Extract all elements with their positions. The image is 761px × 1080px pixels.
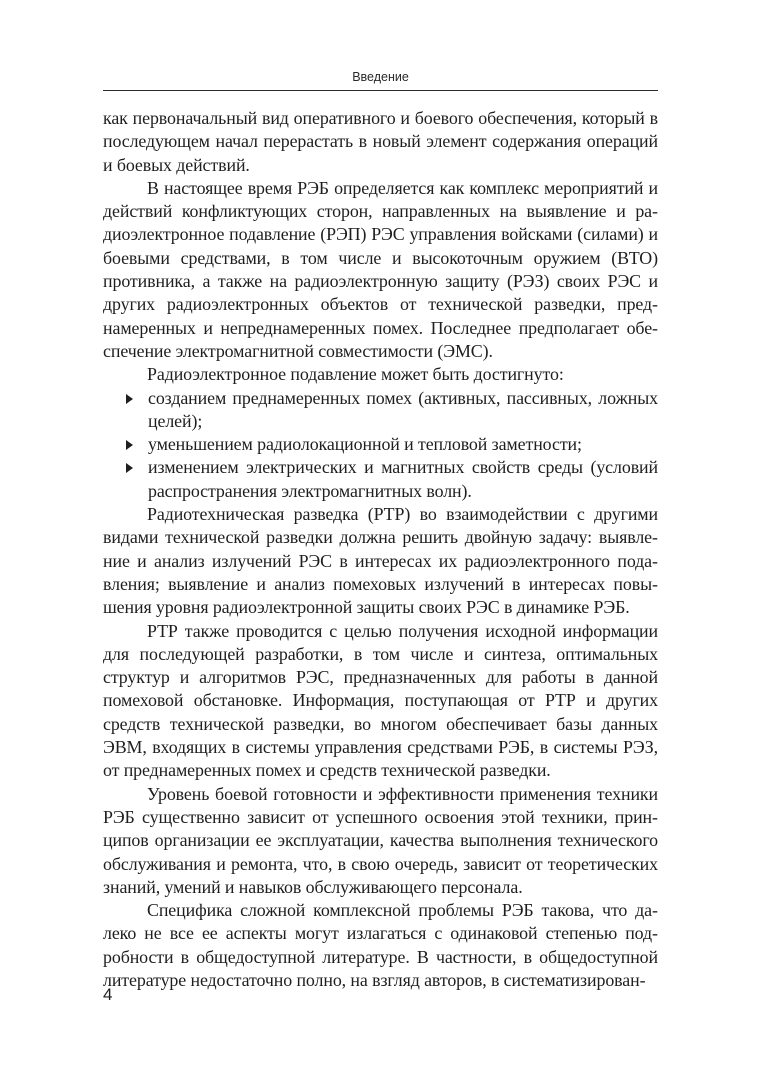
list-item-text: изменением электрических и магнитных свойств среды (условий распространения электромагнитных волн).: [148, 457, 658, 501]
paragraph-rtr-task: Радиотехническая разведка (РТР) во взаимодействии с другими видами технической разведки должна решить двойную задачу: выявление и анализ излучений РЭС в интересах их радиоэлектронного подавления; выявление и анализ помеховых излучений в интересах повышения уровня радиоэлектронной защиты своих РЭС в динамике РЭБ.: [103, 504, 658, 618]
list-item-text: созданием преднамеренных помех (активных, пассивных, ложных целей);: [148, 387, 658, 431]
paragraph-reb-definition: В настоящее время РЭБ определяется как комплекс мероприятий и действий конфликтующих сторон, направленных на выявление и радиоэлектронное подавление (РЭП) РЭС управления войсками (силами) и боевыми средствами, в том числе и высокоточным оружием (ВТО) противника, а также на радиоэлектронную защиту (РЭЗ) своих РЭС и других радиоэлектронных объектов от технической разведки, преднамеренных и непреднамеренных помех. Последнее предполагает обеспечение электромагнитной совместимости (ЭМС).: [103, 177, 658, 361]
page-number: 4: [103, 985, 113, 1004]
paragraph-readiness: Уровень боевой готовности и эффективности применения техники РЭБ существенно зависит от успешного освоения этой техники, принципов организации ее эксплуатации, качества выполнения технического обслуживания и ремонта, что, в свою очередь, зависит от теоретических знаний, умений и навыков обслуживающего персонала.: [103, 783, 658, 897]
list-item: [124, 433, 658, 456]
paragraph-suppression-intro: Радиоэлектронное подавление может быть достигнуто:: [147, 364, 564, 385]
list-item: [124, 387, 658, 434]
list-item-text: уменьшением радиолокационной и тепловой заметности;: [148, 434, 582, 455]
triangle-bullet-icon: [126, 463, 133, 473]
paragraph-continuation: как первоначальный вид оперативного и боевого обеспечения, который в последующем начал перерастать в новый элемент содержания операций и боевых действий.: [103, 108, 658, 175]
triangle-bullet-icon: [126, 440, 133, 450]
list-item: [124, 456, 658, 503]
triangle-bullet-icon: [126, 394, 133, 404]
bullet-list: [103, 387, 658, 503]
paragraph-rtr-purpose: РТР также проводится с целью получения исходной информации для последующей разработки, в том числе и синтеза, оптимальных структур и алгоритмов РЭС, предназначенных для работы в данной помеховой обстановке. Информация, поступающая от РТР и других средств технической разведки, во многом обеспечивает базы данных ЭВМ, входящих в системы управления средствами РЭБ, в системы РЭЗ, от преднамеренных помех и средств технической разведки.: [103, 620, 658, 781]
running-header: [103, 68, 658, 91]
running-header-title: Введение: [352, 70, 409, 84]
paragraph-specifics: Специфика сложной комплексной проблемы РЭБ такова, что далеко не все ее аспекты могут излагаться с одинаковой степенью подробности в общедоступной литературе. В частности, в общедоступной литературе недостаточно полно, на взгляд авторов, в систематизирован-: [103, 900, 658, 990]
body-text: [103, 107, 658, 992]
